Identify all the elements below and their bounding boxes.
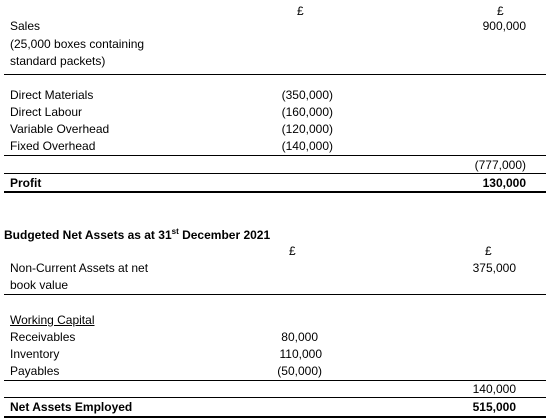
cost-value-variable-overhead: (120,000) <box>281 122 333 136</box>
na-col-header-currency-2: £ <box>485 244 492 258</box>
net-assets-title <box>4 227 270 243</box>
wc-label-receivables: Receivables <box>10 330 76 344</box>
net-assets-total-label: Net Assets Employed <box>10 400 133 414</box>
na-col-header-currency-1: £ <box>289 244 296 258</box>
sales-note-line1: (25,000 boxes containing <box>10 37 145 51</box>
cost-label-fixed-overhead: Fixed Overhead <box>10 139 96 153</box>
cost-label-variable-overhead: Variable Overhead <box>10 122 110 136</box>
profit-label: Profit <box>10 176 42 190</box>
divider-after-total <box>4 416 546 418</box>
sales-value: 900,000 <box>482 19 526 33</box>
working-capital-label: Working Capital <box>10 313 95 327</box>
nca-value: 375,000 <box>472 261 516 275</box>
wc-value-inventory: 110,000 <box>279 347 322 361</box>
divider-after-sales <box>4 74 546 75</box>
divider-after-profit <box>4 191 546 193</box>
cost-label-direct-labour: Direct Labour <box>10 105 83 119</box>
cost-label-direct-materials: Direct Materials <box>10 88 94 102</box>
cost-value-direct-materials: (350,000) <box>281 88 333 102</box>
sales-note-line2: standard packets) <box>10 54 106 68</box>
nca-label-line1: Non-Current Assets at net <box>10 261 149 275</box>
divider-before-profit <box>4 173 546 174</box>
divider-after-costs <box>4 155 546 156</box>
net-assets-total-value: 515,000 <box>472 400 516 414</box>
wc-value-receivables: 80,000 <box>281 330 318 344</box>
cost-value-fixed-overhead: (140,000) <box>281 139 333 153</box>
net-assets-title-sup: st <box>171 227 179 236</box>
wc-total-value: 140,000 <box>472 382 516 396</box>
nca-label-line2: book value <box>10 278 69 292</box>
sales-label: Sales <box>10 19 41 33</box>
divider-after-nca <box>4 294 546 295</box>
wc-value-payables: (50,000) <box>277 364 322 378</box>
net-assets-title-prefix: Budgeted Net Assets as at 31 <box>4 228 172 242</box>
profit-value: 130,000 <box>482 176 526 190</box>
total-costs-value: (777,000) <box>474 158 526 172</box>
net-assets-title-suffix: December 2021 <box>178 228 271 242</box>
cost-value-direct-labour: (160,000) <box>281 105 333 119</box>
divider-before-total <box>4 397 546 398</box>
wc-label-inventory: Inventory <box>10 347 60 361</box>
wc-label-payables: Payables <box>10 364 60 378</box>
col-header-currency-1: £ <box>297 4 304 18</box>
col-header-currency-2: £ <box>497 4 504 18</box>
